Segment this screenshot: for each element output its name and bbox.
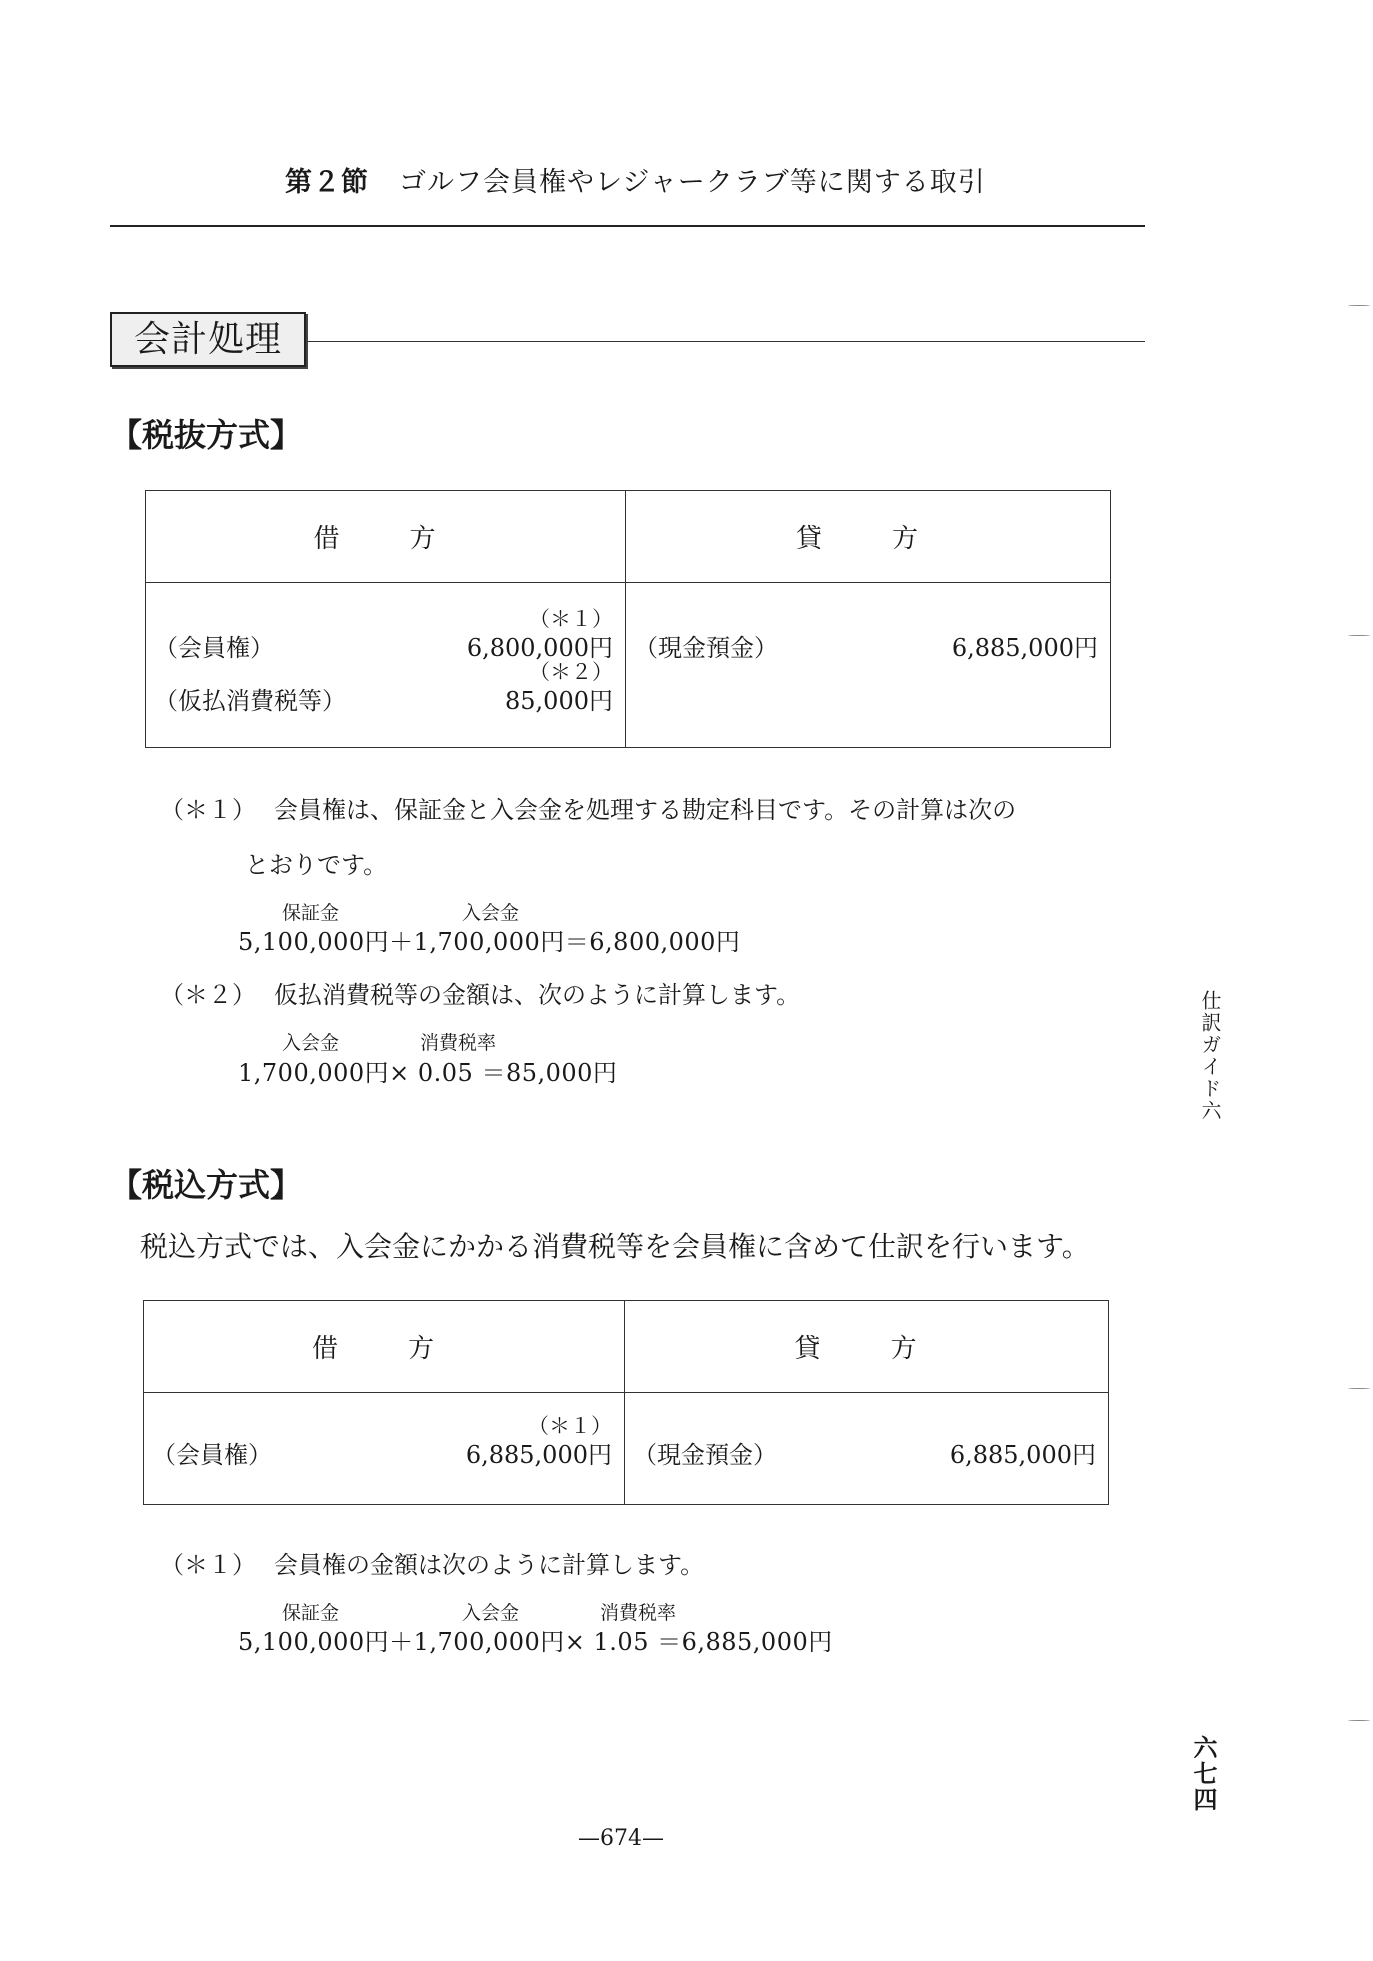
tax-exclusive-heading: 【税抜方式】 [110, 416, 303, 454]
credit-account: （現金預金） [634, 634, 778, 662]
footnote-1-text: 会員権は、保証金と入会金を処理する勘定科目です。その計算は次の [274, 796, 1017, 824]
tax-inclusive-intro: 税込方式では、入会金にかかる消費税等を会員権に含めて仕訳を行います。 [140, 1230, 1090, 1263]
journal-table-exclusive [145, 490, 1111, 748]
footnote-2 [160, 975, 800, 1010]
margin-tick [1348, 1388, 1370, 1389]
footnote-mark: （＊２） [529, 660, 613, 684]
debit-amount: 6,800,000円 [466, 634, 613, 662]
footnote-1 [160, 790, 1016, 825]
footnote-mark: （＊１） [529, 607, 613, 631]
debit-amount: 6,885,000円 [465, 1441, 612, 1469]
section-title: ゴルフ会員権やレジャークラブ等に関する取引 [399, 167, 986, 198]
debit-amount: 85,000円 [505, 687, 613, 715]
heading-rule [307, 341, 1145, 342]
calc-label-tax-rate: 消費税率 [600, 1602, 677, 1624]
calc-label-deposit: 保証金 [282, 902, 340, 924]
calc-label-entrance-fee: 入会金 [462, 902, 520, 924]
footnote-1-mark: （＊１） [160, 796, 256, 824]
accounting-heading-box: 会計処理 [110, 312, 306, 367]
debit-account: （会員権） [154, 634, 274, 662]
debit-cell [144, 1393, 625, 1505]
debit-header: 借 方 [146, 491, 626, 583]
page-number: —674— [578, 1826, 664, 1851]
debit-account: （仮払消費税等） [154, 687, 346, 715]
section-header [285, 160, 986, 199]
footnote-2-text: 仮払消費税等の金額は、次のように計算します。 [274, 981, 801, 1009]
inclusive-footnote-text: 会員権の金額は次のように計算します。 [274, 1551, 705, 1579]
footnote-mark: （＊１） [528, 1414, 612, 1438]
credit-cell [625, 1393, 1109, 1505]
credit-account: （現金預金） [633, 1441, 777, 1469]
section-number: 第２節 [285, 167, 369, 198]
kanji-page-number: 六七四 [1189, 1735, 1217, 1813]
credit-amount: 6,885,000円 [949, 1441, 1096, 1469]
footnote-2-mark: （＊２） [160, 981, 256, 1009]
journal-table-inclusive [143, 1300, 1109, 1505]
margin-tick [1348, 1720, 1370, 1721]
calc-label-entrance-fee: 入会金 [282, 1032, 340, 1054]
header-divider [110, 225, 1145, 227]
footnote-1-cont: とおりです。 [245, 851, 388, 879]
credit-cell [626, 583, 1111, 748]
calc-expression-3: 5,100,000円＋1,700,000円× 1.05 ＝6,885,000円 [238, 1628, 833, 1656]
debit-account: （会員権） [152, 1441, 272, 1469]
calc-label-deposit: 保証金 [282, 1602, 340, 1624]
tax-inclusive-heading: 【税込方式】 [110, 1166, 303, 1204]
credit-amount: 6,885,000円 [951, 634, 1098, 662]
side-guide-label: 仕訳ガイド六 [1198, 990, 1222, 1122]
calc-expression-1: 5,100,000円＋1,700,000円＝6,800,000円 [238, 928, 741, 956]
credit-header: 貸 方 [626, 491, 1111, 583]
calc-label-entrance-fee: 入会金 [462, 1602, 520, 1624]
calc-expression-2: 1,700,000円× 0.05 ＝85,000円 [238, 1059, 618, 1087]
inclusive-footnote-1 [160, 1545, 704, 1580]
debit-header: 借 方 [144, 1301, 625, 1393]
inclusive-footnote-mark: （＊１） [160, 1551, 256, 1579]
credit-header: 貸 方 [625, 1301, 1109, 1393]
margin-tick [1348, 305, 1370, 306]
calc-label-tax-rate: 消費税率 [420, 1032, 497, 1054]
margin-tick [1348, 635, 1370, 636]
debit-cell [146, 583, 626, 748]
